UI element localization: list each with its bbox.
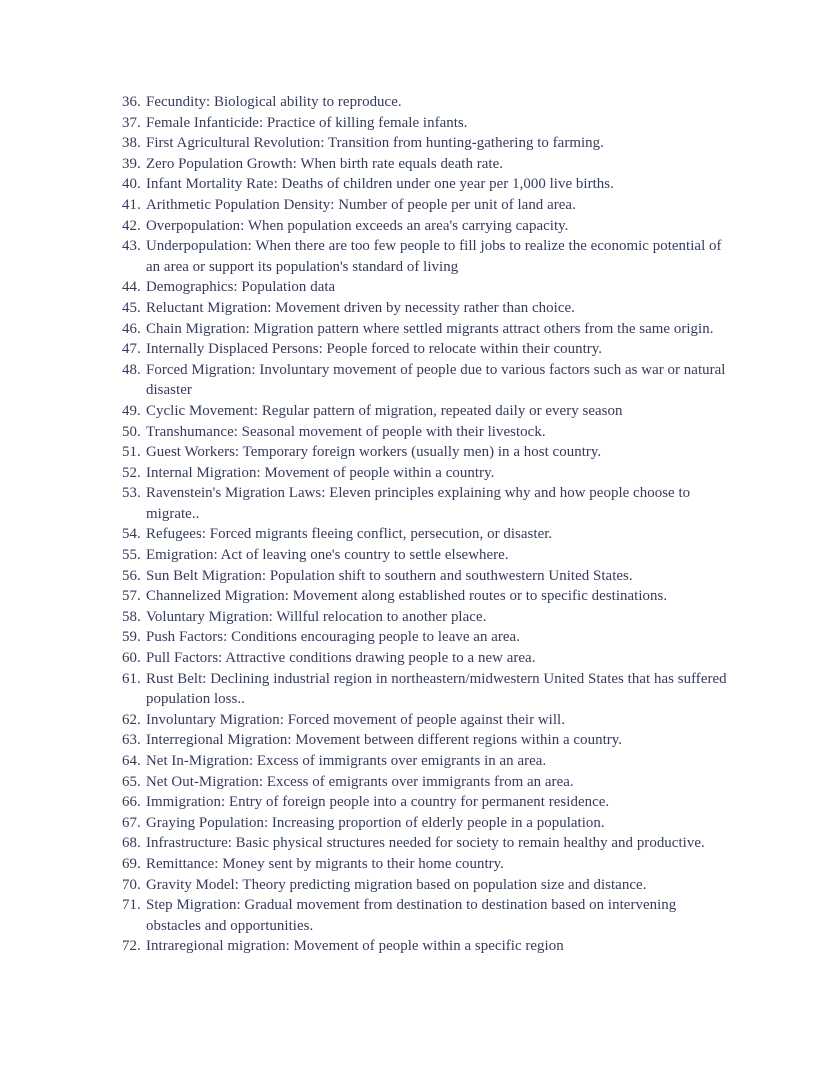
item-text: Pull Factors: Attractive conditions drawing people to a new area. bbox=[146, 650, 536, 667]
item-text: Infrastructure: Basic physical structures needed for society to remain healthy and productive. bbox=[146, 835, 705, 852]
item-number: 37. bbox=[122, 114, 141, 131]
item-text: Net In-Migration: Excess of immigrants over emigrants in an area. bbox=[146, 753, 547, 769]
item-number: 46. bbox=[122, 320, 141, 337]
item-text: Interregional Migration: Movement between different regions within a country. bbox=[146, 732, 623, 749]
item-text: Involuntary Migration: Forced movement of people against their will. bbox=[146, 711, 565, 728]
list-item bbox=[122, 875, 735, 896]
list-item bbox=[122, 401, 735, 422]
item-number: 49. bbox=[122, 402, 141, 419]
list-item bbox=[122, 751, 735, 772]
list-item bbox=[122, 854, 735, 875]
item-text: Refugees: Forced migrants fleeing conflict, persecution, or disaster. bbox=[146, 526, 553, 543]
item-number: 44. bbox=[122, 279, 141, 296]
list-item bbox=[122, 92, 735, 113]
item-text: Push Factors: Conditions encouraging people to leave an area. bbox=[146, 629, 520, 646]
item-text: Rust Belt: Declining industrial region in northeastern/midwestern United States that has suffered population loss.. bbox=[146, 670, 727, 708]
item-number: 51. bbox=[122, 444, 141, 461]
item-number: 63. bbox=[122, 732, 141, 749]
item-text: Intraregional migration: Movement of people within a specific region bbox=[146, 938, 564, 955]
list-item bbox=[122, 277, 735, 298]
item-text: Cyclic Movement: Regular pattern of migration, repeated daily or every season bbox=[146, 402, 623, 419]
item-number: 71. bbox=[122, 897, 141, 914]
list-item bbox=[122, 627, 735, 648]
list-item bbox=[122, 669, 735, 710]
item-text: Emigration: Act of leaving one's country to settle elsewhere. bbox=[146, 547, 509, 564]
list-item bbox=[122, 607, 735, 628]
item-text: Internal Migration: Movement of people within a country. bbox=[146, 464, 495, 481]
item-number: 60. bbox=[122, 650, 141, 667]
item-text: Voluntary Migration: Willful relocation to another place. bbox=[146, 608, 487, 625]
item-text: Female Infanticide: Practice of killing female infants. bbox=[146, 114, 468, 131]
item-text: Transhumance: Seasonal movement of people with their livestock. bbox=[146, 423, 546, 440]
item-text: Gravity Model: Theory predicting migration based on population size and distance. bbox=[146, 876, 647, 893]
list-item bbox=[122, 524, 735, 545]
item-text: Fecundity: Biological ability to reproduce. bbox=[146, 94, 402, 110]
item-text: Channelized Migration: Movement along established routes or to specific destinations. bbox=[146, 588, 668, 605]
list-item bbox=[122, 463, 735, 484]
list-item bbox=[122, 586, 735, 607]
list-item bbox=[122, 772, 735, 793]
item-number: 58. bbox=[122, 608, 141, 625]
list-item bbox=[122, 710, 735, 731]
item-text: Guest Workers: Temporary foreign workers (usually men) in a host country. bbox=[146, 444, 602, 461]
item-text: Chain Migration: Migration pattern where settled migrants attract others from the same origin. bbox=[146, 320, 714, 337]
list-item bbox=[122, 133, 735, 154]
list-item bbox=[122, 833, 735, 854]
list-item bbox=[122, 442, 735, 463]
item-number: 39. bbox=[122, 155, 141, 172]
item-text: Forced Migration: Involuntary movement of people due to various factors such as war or natural disaster bbox=[146, 361, 726, 399]
item-number: 54. bbox=[122, 526, 141, 543]
item-number: 47. bbox=[122, 341, 141, 358]
item-number: 50. bbox=[122, 423, 141, 440]
list-item bbox=[122, 422, 735, 443]
list-item bbox=[122, 174, 735, 195]
item-text: Demographics: Population data bbox=[146, 279, 336, 296]
item-number: 62. bbox=[122, 711, 141, 728]
item-number: 48. bbox=[122, 361, 141, 378]
item-number: 59. bbox=[122, 629, 141, 646]
item-text: Arithmetic Population Density: Number of people per unit of land area. bbox=[146, 196, 576, 213]
item-number: 41. bbox=[122, 196, 141, 213]
item-number: 61. bbox=[122, 670, 141, 687]
list-item bbox=[122, 236, 735, 277]
item-text: Internally Displaced Persons: People forced to relocate within their country. bbox=[146, 341, 603, 358]
item-number: 66. bbox=[122, 794, 141, 811]
item-number: 64. bbox=[122, 753, 141, 769]
list-item bbox=[122, 483, 735, 524]
list-item bbox=[122, 730, 735, 751]
item-text: First Agricultural Revolution: Transition from hunting-gathering to farming. bbox=[146, 135, 604, 152]
list-item bbox=[122, 298, 735, 319]
item-text: Zero Population Growth: When birth rate equals death rate. bbox=[146, 155, 503, 172]
item-text: Infant Mortality Rate: Deaths of children under one year per 1,000 live births. bbox=[146, 176, 614, 193]
item-number: 69. bbox=[122, 855, 141, 872]
item-text: Remittance: Money sent by migrants to their home country. bbox=[146, 855, 504, 872]
list-item bbox=[122, 936, 735, 957]
list-item bbox=[122, 545, 735, 566]
item-text: Underpopulation: When there are too few people to fill jobs to realize the economic potential of an area or support its population's standard of living bbox=[146, 238, 722, 275]
item-number: 70. bbox=[122, 876, 141, 893]
item-number: 43. bbox=[122, 238, 141, 255]
list-item bbox=[122, 154, 735, 175]
item-number: 38. bbox=[122, 135, 141, 152]
list-item bbox=[122, 319, 735, 340]
list-item bbox=[122, 792, 735, 813]
item-number: 55. bbox=[122, 547, 141, 564]
item-text: Step Migration: Gradual movement from destination to destination based on intervening obstacles and opportunities. bbox=[146, 897, 677, 934]
item-text: Reluctant Migration: Movement driven by necessity rather than choice. bbox=[146, 299, 575, 316]
list-item bbox=[122, 566, 735, 587]
item-text: Ravenstein's Migration Laws: Eleven principles explaining why and how people choose to migrate.. bbox=[146, 485, 691, 522]
item-number: 42. bbox=[122, 217, 141, 234]
item-number: 65. bbox=[122, 773, 141, 790]
item-text: Overpopulation: When population exceeds an area's carrying capacity. bbox=[146, 217, 569, 234]
item-text: Graying Population: Increasing proportion of elderly people in a population. bbox=[146, 814, 605, 831]
item-number: 57. bbox=[122, 588, 141, 605]
list-item bbox=[122, 113, 735, 134]
item-number: 56. bbox=[122, 567, 141, 584]
item-number: 67. bbox=[122, 814, 141, 831]
list-item bbox=[122, 195, 735, 216]
item-number: 68. bbox=[122, 835, 141, 852]
item-number: 36. bbox=[122, 94, 141, 110]
item-text: Immigration: Entry of foreign people into a country for permanent residence. bbox=[146, 794, 610, 811]
item-number: 52. bbox=[122, 464, 141, 481]
definition-list bbox=[122, 92, 735, 957]
list-item bbox=[122, 360, 735, 401]
item-number: 53. bbox=[122, 485, 141, 502]
list-item bbox=[122, 339, 735, 360]
list-item bbox=[122, 895, 735, 936]
item-text: Net Out-Migration: Excess of emigrants over immigrants from an area. bbox=[146, 773, 574, 790]
item-number: 72. bbox=[122, 938, 141, 955]
list-item bbox=[122, 648, 735, 669]
list-item bbox=[122, 813, 735, 834]
item-number: 45. bbox=[122, 299, 141, 316]
item-number: 40. bbox=[122, 176, 141, 193]
list-item bbox=[122, 216, 735, 237]
item-text: Sun Belt Migration: Population shift to southern and southwestern United States. bbox=[146, 567, 633, 584]
